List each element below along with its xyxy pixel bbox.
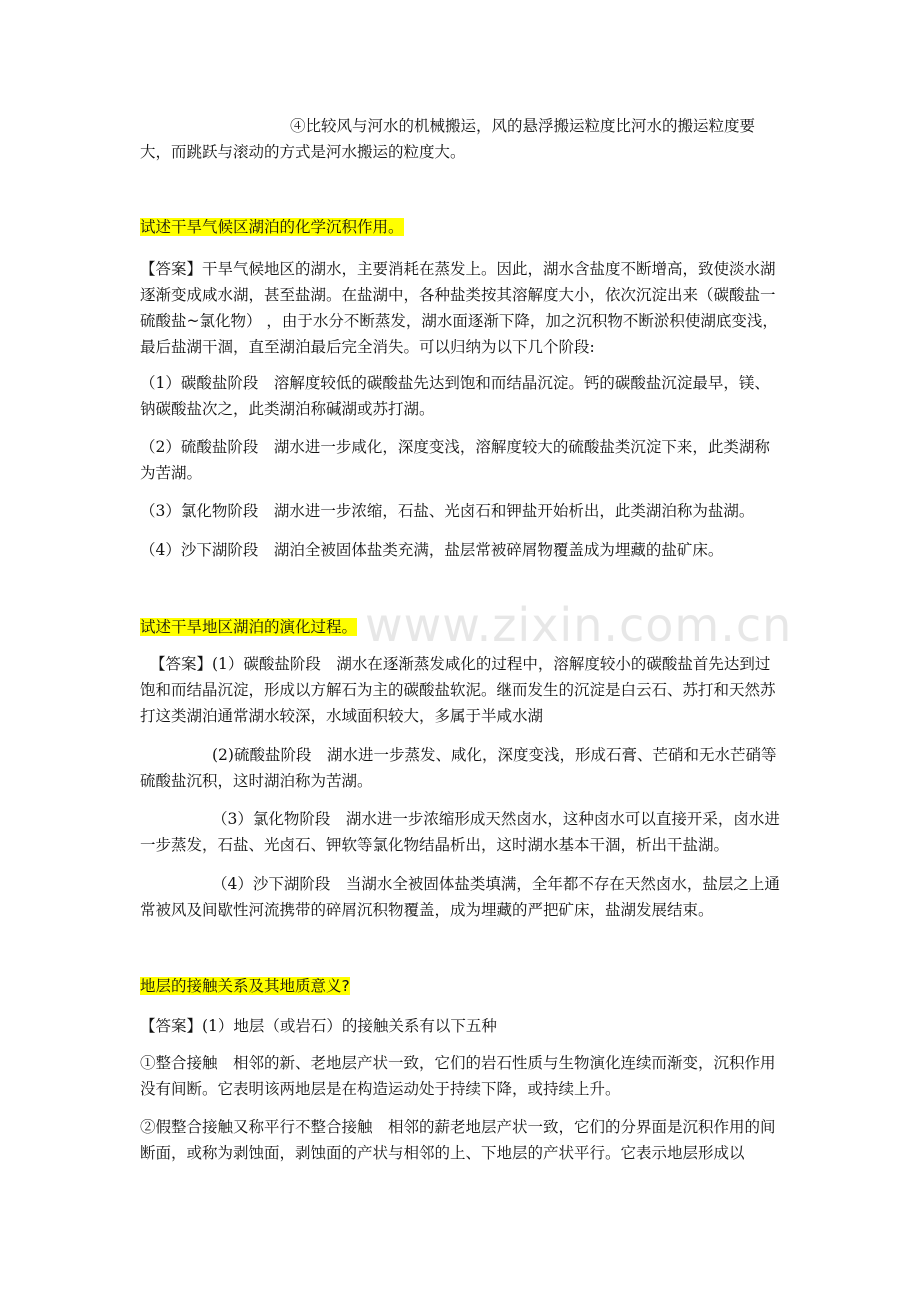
answer-1: 【答案】干旱气候地区的湖水，主要消耗在蒸发上。因此，湖水含盐度不断增高，致使淡水湖逐渐变成咸水湖，甚至盐湖。在盐湖中，各种盐类按其溶解度大小，依次沉淀出来（碳酸盐一硫酸盐~氯化物） ，由于水分不断蒸发，湖水面逐渐下降，加之沉积物不断淤积使湖底变浅，最后盐湖干涸，直至湖泊最后完全消失。可以归纳为以下几个阶段: [140, 260, 778, 356]
question-2 [140, 614, 785, 640]
answer-2-stage-4: （4）沙下湖阶段 当湖水全被固体盐类填满，全年都不存在天然卤水，盐层之上通常被风及间歇性河流携带的碎屑沉积物覆盖，成为埋藏的严把矿床，盐湖发展结束。 [140, 875, 780, 919]
answer-2-stage-3: （3）氯化物阶段 湖水进一步浓缩形成天然卤水，这种卤水可以直接开采，卤水进一步蒸发，石盐、光卤石、钾软等氯化物结晶析出，这时湖水基本干涸，析出干盐湖。 [140, 810, 780, 854]
question-3 [140, 973, 785, 999]
answer-1-stage-1: （1）碳酸盐阶段 溶解度较低的碳酸盐先达到饱和而结晶沉淀。钙的碳酸盐沉淀最早，镁、钠碳酸盐次之，此类湖泊称碱湖或苏打湖。 [140, 374, 770, 418]
answer-1-stage-2: （2）硫酸盐阶段 湖水进一步咸化，深度变浅，溶解度较大的硫酸盐类沉淀下来，此类湖称为苦湖。 [140, 438, 770, 482]
answer-1-stage-3: （3）氯化物阶段 湖水进一步浓缩，石盐、光卤石和钾盐开始析出，此类湖泊称为盐湖。 [140, 502, 755, 520]
question-2-highlight: 试述干旱地区湖泊的演化过程。 [140, 618, 358, 636]
question-1 [140, 214, 785, 240]
answer-3-disconformity: ②假整合接触又称平行不整合接触 相邻的薪老地层产状一致，它们的分界面是沉积作用的间断面，或称为剥蚀面，剥蚀面的产状与相邻的上、下地层的产状平行。它表示地层形成以 [140, 1118, 776, 1162]
question-1-highlight: 试述干旱气候区湖泊的化学沉积作用。 [140, 218, 404, 236]
answer-2-stage-1: 【答案】(1）碳酸盐阶段 湖水在逐渐蒸发咸化的过程中，溶解度较小的碳酸盐首先达到过饱和而结晶沉淀，形成以方解石为主的碳酸盐软泥。继而发生的沉淀是白云石、苏打和天然苏打这类湖泊通常湖水较深，水域面积较大，多属于半咸水湖 [140, 655, 776, 725]
watermark: www.zixin.com.cn [365, 598, 793, 652]
paragraph-wind-transport: ④比较风与河水的机械搬运，风的悬浮搬运粒度比河水的搬运粒度要大，而跳跃与滚动的方式是河水搬运的粒度大。 [140, 117, 756, 161]
answer-2-stage-2: (2)硫酸盐阶段 湖水进一步蒸发、咸化，深度变浅，形成石膏、芒硝和无水芒硝等硫酸盐沉积，这时湖泊称为苦湖。 [140, 746, 777, 790]
answer-1-stage-4: （4）沙下湖阶段 湖泊全被固体盐类充满，盐层常被碎屑物覆盖成为埋藏的盐矿床。 [140, 541, 724, 559]
answer-3: 【答案】(1）地层（或岩石）的接触关系有以下五种 [140, 1017, 497, 1035]
question-3-highlight: 地层的接触关系及其地质意义? [140, 977, 350, 995]
answer-3-conformable-contact: ①整合接触 相邻的新、老地层产状一致，它们的岩石性质与生物演化连续而渐变，沉积作用没有间断。它表明该两地层是在构造运动处于持续下降，或持续上升。 [140, 1054, 776, 1098]
